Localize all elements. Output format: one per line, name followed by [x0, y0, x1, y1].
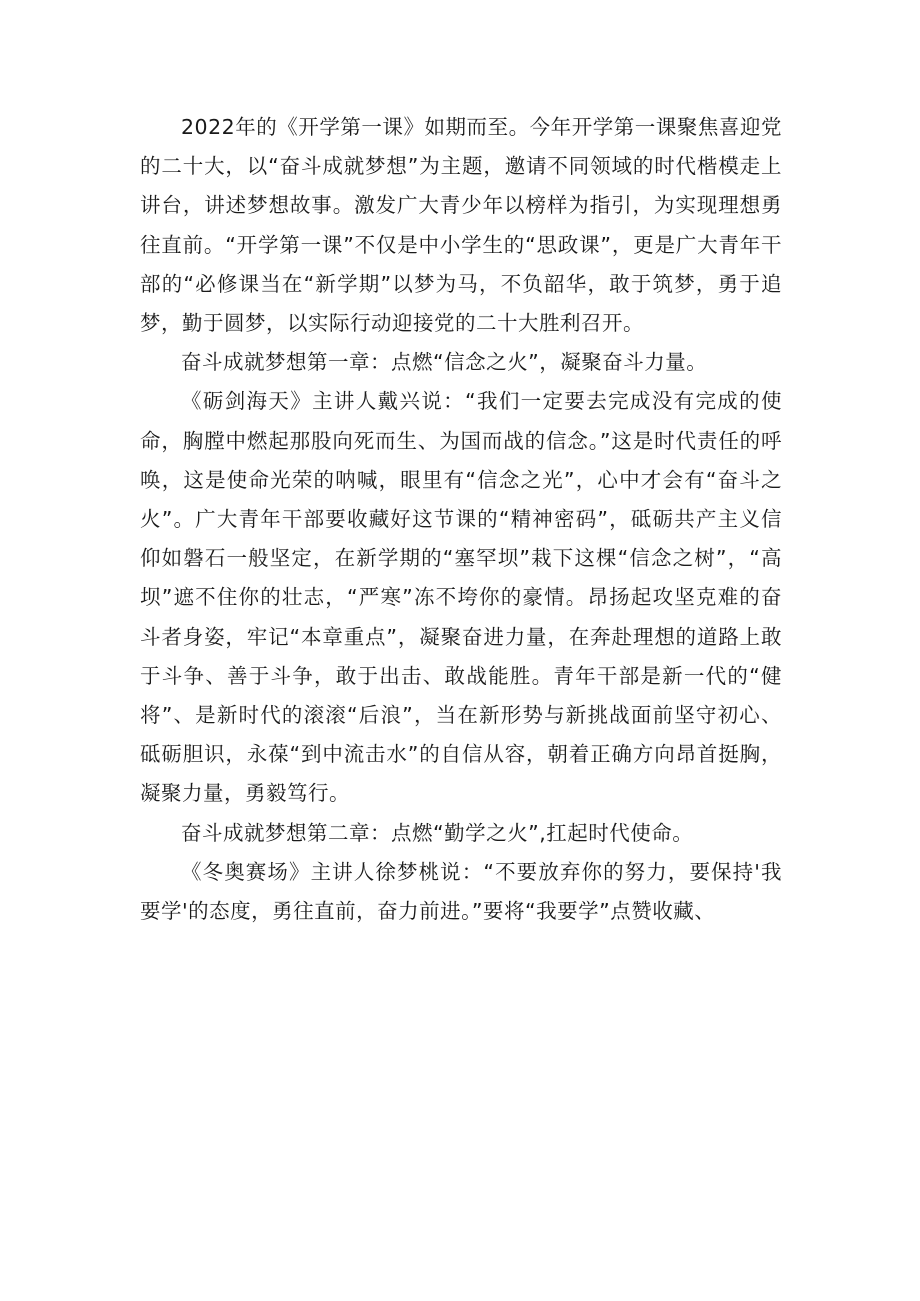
paragraph-chapter-one: 《砺剑海天》主讲人戴兴说：“我们一定要去完成没有完成的使命，胸膛中燃起那股向死而生、为国而战的信念。”这是时代责任的呼唤，这是使命光荣的呐喊，眼里有“信念之光”，心中才会有“奋斗之火”。广大青年干部要收藏好这节课的“精神密码”，砥砺共产主义信仰如磐石一般坚定，在新学期的“塞罕坝”栽下这棵“信念之树”，“高坝”遮不住你的壮志，“严寒”冻不垮你的豪情。昂扬起攻坚克难的奋斗者身姿，牢记“本章重点”，凝聚奋进力量，在奔赴理想的道路上敢于斗争、善于斗争，敢于出击、敢战能胜。青年干部是新一代的“健将”、是新时代的滚滚“后浪”，当在新形势与新挑战面前坚守初心、砥砺胆识，永葆“到中流击水”的自信从容，朝着正确方向昂首挺胸，凝聚力量，勇毅笃行。 [140, 389, 782, 806]
paragraph-intro: 2022年的《开学第一课》如期而至。今年开学第一课聚焦喜迎党的二十大，以“奋斗成就梦想”为主题，邀请不同领域的时代楷模走上讲台，讲述梦想故事。激发广大青少年以榜样为指引，为实现理想勇往直前。“开学第一课”不仅是中小学生的“思政课”，更是广大青年干部的“必修课当在“新学期”以梦为马，不负韶华，敢于筑梦，勇于追梦，勤于圆梦，以实际行动迎接党的二十大胜利召开。 [140, 115, 782, 336]
chapter-one-heading: 奋斗成就梦想第一章：点燃“信念之火”，凝聚奋斗力量。 [181, 350, 708, 375]
paragraph-chapter-two: 《冬奥赛场》主讲人徐梦桃说：“不要放弃你的努力，要保持'我要学'的态度，勇往直前，奋力前进。”要将“我要学”点赞收藏、 [140, 859, 782, 924]
document-body [140, 108, 782, 931]
chapter-two-heading: 奋斗成就梦想第二章：点燃“勤学之火”,扛起时代使命。 [181, 820, 694, 845]
